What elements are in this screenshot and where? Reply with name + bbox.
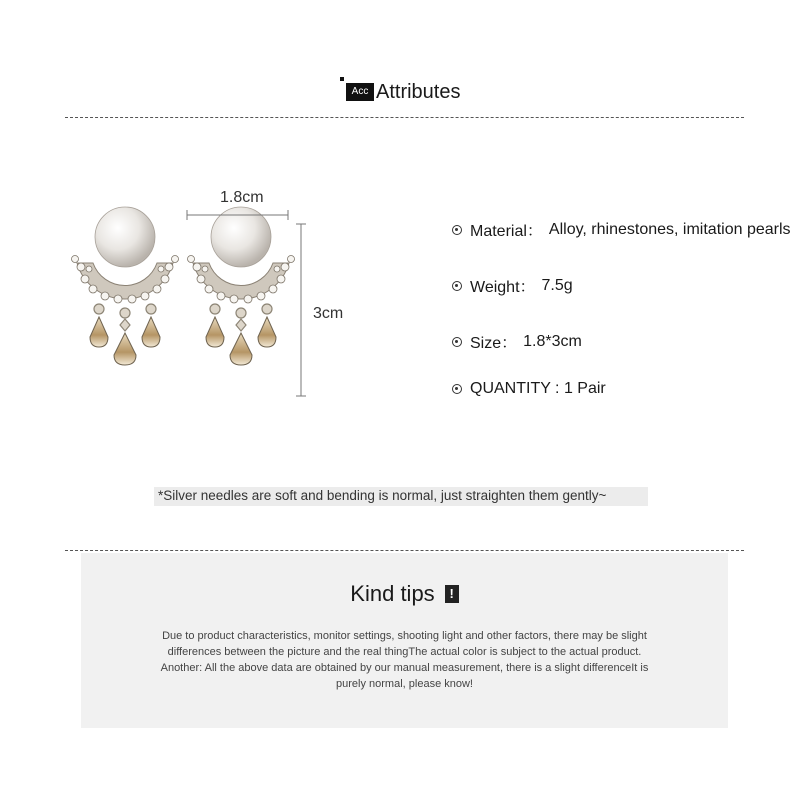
spec-value: 7.5g (541, 276, 573, 294)
tips-line: purely normal, please know! (336, 678, 473, 690)
spec-value: Alloy, rhinestones, imitation pearls (548, 220, 791, 238)
earring-left (72, 207, 179, 365)
spec-material (452, 218, 791, 241)
height-measure (296, 224, 306, 396)
spec-size (452, 330, 582, 353)
bullet-icon (452, 384, 462, 394)
bullet-icon (452, 281, 462, 291)
spec-label: QUANTITY : 1 Pair (470, 380, 606, 397)
exclamation-icon: ! (445, 585, 459, 603)
kind-tips-heading (81, 581, 728, 607)
divider-top (65, 117, 744, 118)
divider-middle (65, 550, 744, 551)
header-dot (340, 77, 344, 81)
tips-line: Due to product characteristics, monitor settings, shooting light and other factors, there may be slight (162, 630, 647, 642)
earring-right (188, 207, 295, 365)
header-badge: Acc (346, 83, 374, 101)
height-label: 3cm (313, 305, 344, 322)
care-note (154, 487, 648, 506)
kind-tips-panel (81, 553, 728, 728)
spec-label: Material： (470, 223, 543, 240)
spec-label: Weight： (470, 279, 536, 296)
spec-value: 1.8*3cm (523, 332, 582, 350)
spec-quantity (452, 380, 606, 398)
spec-label: Size： (470, 335, 518, 352)
spec-weight (452, 274, 573, 297)
tips-line: differences between the picture and the real thingThe actual color is subject to the actual product. (167, 646, 642, 658)
bullet-icon (452, 225, 462, 235)
width-label: 1.8cm (220, 189, 264, 206)
tips-line: Another: All the above data are obtained by our manual measurement, there is a slight differenceIt is (160, 662, 649, 674)
product-image (65, 180, 365, 410)
kind-tips-body (111, 628, 698, 692)
care-note-text: *Silver needles are soft and bending is normal, just straighten them gently~ (158, 488, 607, 503)
bullet-icon (452, 337, 462, 347)
attributes-header (0, 76, 800, 108)
section-title: Attributes (376, 81, 461, 103)
kind-tips-title: Kind tips (350, 581, 435, 606)
